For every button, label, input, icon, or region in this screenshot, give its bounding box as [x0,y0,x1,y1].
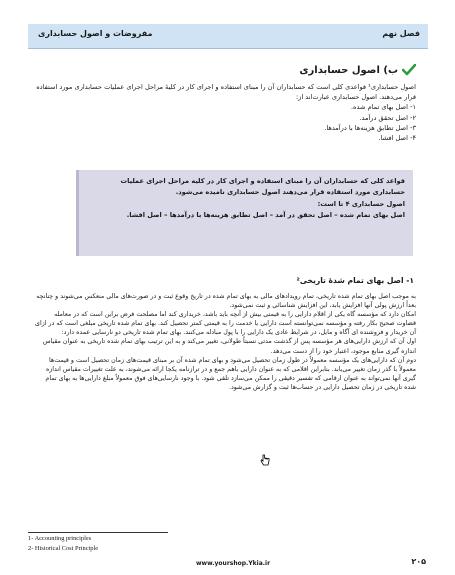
summary-line: اصول حسابداری ۴ تا است: [317,199,405,208]
principle-item: ۴- اصل افشا. [378,134,416,143]
body-paragraph: اول آن که ارزش دارایی‌های هر مؤسسه پس از گذشت مدتی نسبتاً طولانی، تغییر می‌کند و به این ترتیب بهای تمام شده تاریخی به عنوان مقیاس اندازه گیری منابع موجود، اعتبار خود را از دست می‌دهد. [42,338,416,355]
check-icon [402,64,416,76]
body-text [34,292,416,392]
section-title-text: ب) اصول حسابداری [299,64,398,76]
body-paragraph: امکان دارد که مؤسسه گاه یکی از اقلام دارایی را به قیمتی بیش از آنچه باید باشد، خریداری کند اما مصلحت فرض براین است که در معامله قضاوت صحیح بکار رفته و مؤسسه نمی‌توانسته است دارایی یا خدمت را به قیمتی کمتر تحصیل کند. بهای تمام شده تاریخی مبلغی است که در ازای آن خریدار و فروشنده ای آگاه و مایل، در شرایط عادی یک دارایی را با پول مبادله می‌کنند. بهای تمام شده تاریخی دو نارسایی عمده دارد: [35,311,416,337]
footnote: 2- Historical Cost Principle [28,545,99,552]
footer-url: www.yourshop.Ykia.ir [196,560,271,567]
principle-item: ۲- اصل تحقق درآمد. [359,113,416,122]
hand-cursor-icon [260,454,270,466]
document-page [28,24,428,567]
principle-item: ۱- اصل بهای تمام شده. [350,103,416,112]
chapter-label: فصل نهم [382,29,420,38]
summary-line: قواعد کلی که حسابداران آن را مبنای استفاده و اجرای کار در کلیه مراحل اجرای عملیات حسابداری مورد استفاده قرار می‌دهند اصول حسابداری نامیده می‌شود. [120,177,405,197]
footnote: 1- Accounting principles [28,535,92,542]
intro-paragraph: اصول حسابداری¹ قواعدی کلی است که حسابداران آن را مبنای استفاده و اجرای کار در کلیهٔ مراحل اجرای عملیات حسابداری مورد استفاده قرار می‌دهند. اصول حسابداری عبارت‌اند از: [36,83,416,102]
intro-block [36,82,416,143]
subsection-title: ۱- اصل بهای تمام شدهٔ تاریخی² [296,276,414,285]
summary-line: اصل بهای تمام شده – اصل تحقق در آمد – اصل تطابق هزینه‌ها با درآمدها – اصل افشا. [126,211,405,220]
body-paragraph: دوم آن که دارایی‌های یک مؤسسه معمولاً در طول زمان تحصیل می‌شود و بهای تمام شده آن بر مبنای قیمت‌های زمان تحصیل است و قیمت‌ها معمولاً با گذر زمان تغییر می‌یابد. بنابراین اقلامی که به عنوان دارایی باهم جمع و در ترازنامه یکجا ارائه می‌شوند، به علت تغییرات مقیاس اندازه گیری آنها نمی‌تواند به عنوان ارقامی که تفسیر دقیقی را ممکن می‌سازد تلقی شود. با وجود نارسایی‌های فوق معمولاً مبلغ دارایی‌ها به بهای تمام شده تاریخی در زمان تحصیل دارایی در حساب‌ها ثبت و گزارش می‌شود. [45,356,416,391]
page-number: ۲۰۵ [411,557,426,566]
chapter-topic: مفروضات و اصول حسابداری [38,29,153,38]
body-paragraph: به موجب اصل بهای تمام شده تاریخی، تمام رویدادهای مالی به بهای تمام شده در تاریخ وقوع ثبت و در صورت‌های مالی منعکس می‌شوند و چنانچه بعداً ارزش پولی آنها افزایش یابد، این افزایش شناسائی و ثبت نمی‌شود. [36,293,416,310]
section-title [299,64,416,76]
chapter-header [28,24,428,49]
summary-box [76,170,413,256]
principle-item: ۳- اصل تطابق هزینه‌ها با درآمدها. [324,123,416,132]
footnote-divider [28,532,168,533]
